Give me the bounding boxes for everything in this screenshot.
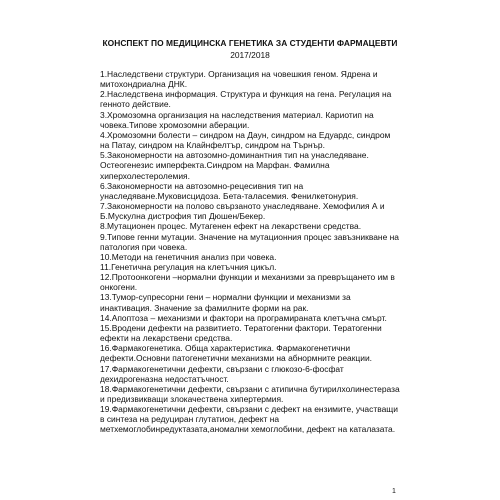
topic-item: 19.Фармакогенетични дефекти, свързани с дефект на ензимите, участващи в синтеза на редуциран глутатион, дефект на метхемоглобинредуктазата,аномални хемоглобини, дефект на каталазата. <box>100 404 398 435</box>
topic-item: 6.Закономерности на автозомно-рецесивния тип на унаследяване.Муковисцидоза. Бета-таласемия. Фенилкетонурия. <box>100 180 359 201</box>
topic-list <box>100 69 400 435</box>
topic-item: 11.Генетична регулация на клетъчния цикъл. <box>100 261 277 272</box>
topic-item: 4.Хромозомни болести – синдром на Даун, синдром на Едуардс, синдром на Патау, синдром на Клайнфелтър, синдром на Търнър. <box>100 129 391 151</box>
academic-year: 2017/2018 <box>230 50 270 60</box>
page-number: 1 <box>392 488 396 495</box>
topic-item: 10.Методи на генетичния анализ при човека. <box>100 251 277 262</box>
topic-item: 3.Хромозомна организация на наследствения материал. Кариотип на човека.Типове хромозомни аберации. <box>100 109 374 130</box>
topic-item: 8.Мутационен процес. Мутагенен ефект на лекарствени средства. <box>100 221 362 232</box>
topic-item: 5.Закономерности на автозомно-доминантния тип на унаследяване. Остеогенезис имперфекта.Синдром на Марфан. Фамилна хиперхолестеролемия. <box>100 150 369 181</box>
topic-item: 13.Тумор-супресорни гени – нормални функции и механизми за инактивация. Значение за фамилните форми на рак. <box>100 292 351 313</box>
topic-item: 12.Протоонкогени –нормални функции и механизми за превръщането им в онкогени. <box>100 272 395 293</box>
topic-item: 9.Типове генни мутации. Значение на мутационния процес завъзникване на патология при човека. <box>100 231 399 252</box>
topic-item: 7.Закономерности на полово свързаното унаследяване. Хемофилия А и Б.Мускулна дистрофия тип Дюшен/Бекер. <box>100 201 385 222</box>
topic-item: 1.Наследствени структури. Организация на човешкия геном. Ядрена и митохондриална ДНК. <box>100 69 378 90</box>
topic-item: 17.Фармакогенетични дефекти, свързани с глюкозо-6-фосфат дехидрогеназна недостатъчност. <box>100 363 344 384</box>
topic-item: 16.Фармакогенетика. Обща характеристика. Фармакогенетични дефекти.Основни патогенетични механизми на абнормните реакции. <box>100 343 373 364</box>
topic-item: 18.Фармакогенетични дефекти, свързани с атипична бутирилхолинестераза и предизвикващи злокачествена хипертермия. <box>100 383 400 404</box>
topic-item: 14.Апоптоза – механизми и фактори на програмираната клетъчна смърт. <box>100 312 387 323</box>
topic-item: 15.Вродени дефекти на развитието. Тератогенни фактори. Тератогенни ефекти на лекарствени средства. <box>100 322 382 344</box>
topic-item: 2.Наследствена информация. Структура и функция на гена. Регулация на генното действие. <box>100 89 392 110</box>
document-title: КОНСПЕКТ ПО МЕДИЦИНСКА ГЕНЕТИКА ЗА СТУДЕНТИ ФАРМАЦЕВТИ <box>102 38 398 48</box>
